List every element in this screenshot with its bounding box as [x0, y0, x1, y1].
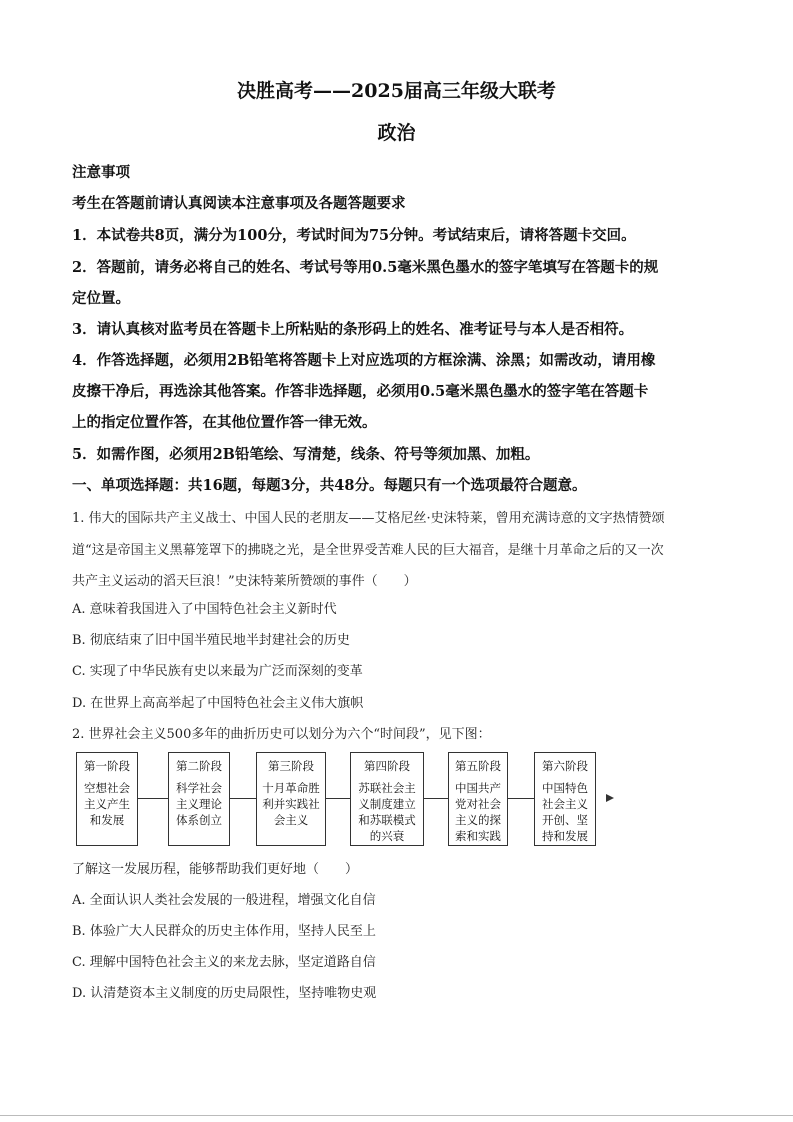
stage-title: 第五阶段 [455, 759, 501, 773]
option-d: D. 认清楚资本主义制度的历史局限性，坚持唯物史观 [72, 986, 377, 1001]
notice-item: 1．本试卷共8页，满分为100分，考试时间为75分钟。考试结束后，请将答题卡交回。 [72, 227, 636, 244]
notice-item: 5．如需作图，必须用2B铅笔绘、写清楚，线条、符号等须加黑、加粗。 [72, 446, 540, 463]
question-stem: 1. 伟大的国际共产主义战士、中国人民的老朋友——艾格尼丝·史沫特莱，曾用充满诗意的文字热情赞颂 [72, 511, 665, 526]
stage-title: 第四阶段 [364, 759, 410, 773]
notice-item: 皮擦干净后，再选涂其他答案。作答非选择题，必须用0.5毫米黑色墨水的签字笔在答题卡 [72, 383, 649, 400]
notice-intro: 考生在答题前请认真阅读本注意事项及各题答题要求 [72, 195, 406, 212]
stage-text: 利并实践社 [262, 797, 320, 811]
stage-text: 持和发展 [542, 829, 588, 843]
stage-text: 和发展 [89, 813, 125, 827]
stage-text: 义制度建立 [358, 797, 416, 811]
stage-text: 苏联社会主 [358, 781, 416, 795]
stage-text: 体系创立 [176, 813, 222, 827]
stage-title: 第三阶段 [268, 759, 314, 773]
stage-box [168, 752, 230, 846]
stage-text: 会主义 [273, 813, 309, 827]
notice-heading: 注意事项 [72, 164, 130, 181]
option-d: D. 在世界上高高举起了中国特色社会主义伟大旗帜 [72, 696, 364, 711]
question-stem: 道“这是帝国主义黑幕笼罩下的拂晓之光，是全世界受苦难人民的巨大福音，是继十月革命之后的又一次 [72, 543, 664, 558]
stage-box [534, 752, 596, 846]
timeline-arrowhead [606, 794, 614, 802]
stage-box [350, 752, 424, 846]
subject-title: 政治 [377, 122, 416, 144]
stage-text: 和苏联模式 [358, 813, 416, 827]
stage-box [76, 752, 138, 846]
question-continuation: 了解这一发展历程，能够帮助我们更好地（ ） [72, 862, 359, 877]
option-c: C. 实现了中华民族有史以来最为广泛而深刻的变革 [72, 664, 363, 679]
stage-text: 主义的探 [455, 813, 501, 827]
option-b: B. 彻底结束了旧中国半殖民地半封建社会的历史 [72, 633, 350, 648]
stage-text: 党对社会 [455, 797, 501, 811]
stage-title: 第二阶段 [176, 759, 222, 773]
option-c: C. 理解中国特色社会主义的来龙去脉，坚定道路自信 [72, 955, 376, 970]
stage-text: 主义产生 [84, 797, 130, 811]
stage-text: 中国特色 [542, 781, 588, 795]
notice-item: 上的指定位置作答，在其他位置作答一律无效。 [72, 414, 377, 431]
question-stem: 共产主义运动的滔天巨浪！”史沫特莱所赞颂的事件（ ） [72, 574, 417, 589]
stage-box [256, 752, 326, 846]
notice-item: 4．作答选择题，必须用2B铅笔将答题卡上对应选项的方框涂满、涂黑；如需改动，请用橡 [72, 352, 656, 369]
stage-box [448, 752, 508, 846]
option-b: B. 体验广大人民群众的历史主体作用，坚持人民至上 [72, 924, 376, 939]
page-bottom-rule [0, 1115, 793, 1116]
notice-item: 定位置。 [72, 290, 130, 307]
notice-item: 3．请认真核对监考员在答题卡上所粘贴的条形码上的姓名、准考证号与本人是否相符。 [72, 321, 634, 338]
stage-text: 主义理论 [176, 797, 222, 811]
option-a: A. 意味着我国进入了中国特色社会主义新时代 [72, 602, 337, 617]
stages-diagram [76, 752, 616, 848]
stage-text: 社会主义 [542, 797, 588, 811]
stage-title: 第一阶段 [84, 759, 130, 773]
exam-title: 决胜高考——2025届高三年级大联考 [237, 80, 556, 102]
stage-text: 十月革命胜 [262, 781, 320, 795]
notice-item: 2．答题前，请务必将自己的姓名、考试号等用0.5毫米黑色墨水的签字笔填写在答题卡的规 [72, 259, 659, 276]
stage-text: 中国共产 [455, 781, 501, 795]
timeline-line [76, 798, 596, 799]
stage-title: 第六阶段 [542, 759, 588, 773]
section-heading: 一、单项选择题：共16题，每题3分，共48分。每题只有一个选项最符合题意。 [72, 477, 587, 494]
stage-text: 索和实践 [455, 829, 501, 843]
option-a: A. 全面认识人类社会发展的一般进程，增强文化自信 [72, 893, 376, 908]
stage-text: 开创、坚 [542, 813, 588, 827]
stage-text: 的兴衰 [369, 829, 405, 843]
stage-text: 科学社会 [176, 781, 222, 795]
question-stem: 2. 世界社会主义500多年的曲折历史可以划分为六个“时间段”，见下图： [72, 727, 491, 742]
stage-text: 空想社会 [84, 781, 130, 795]
